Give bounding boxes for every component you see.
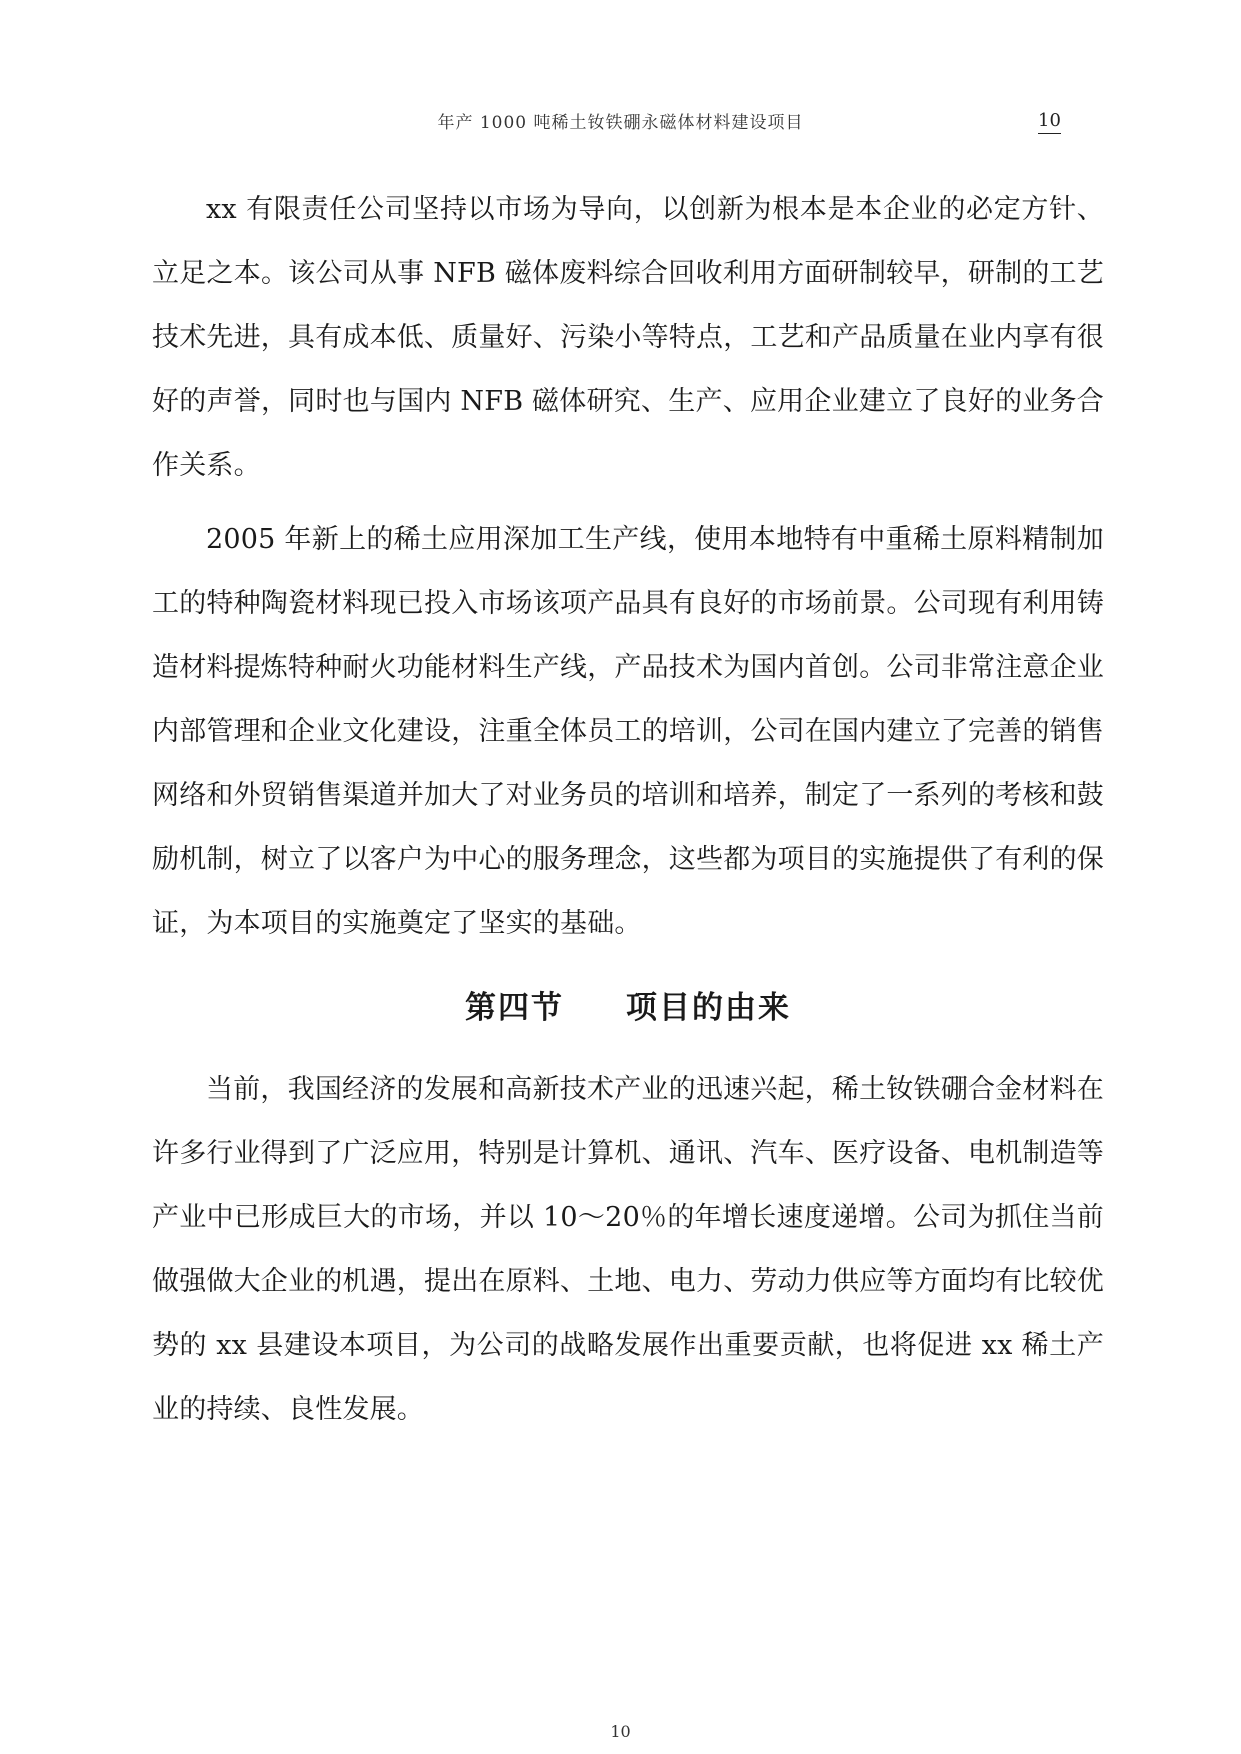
section-number: 第四节: [465, 990, 564, 1026]
header-page-number: 10: [1038, 110, 1061, 134]
body-paragraph: 当前，我国经济的发展和高新技术产业的迅速兴起，稀土钕铁硼合金材料在许多行业得到了广泛应用，特别是计算机、通讯、汽车、医疗设备、电机制造等产业中已形成巨大的市场，并以 10～20％的年增长速度递增。公司为抓住当前做强做大企业的机遇，提出在原料、土地、电力、劳动力供应等方面均有比较优势的 xx 县建设本项目，为公司的战略发展作出重要贡献，也将促进 xx 稀土产业的持续、良性发展。: [152, 1074, 1104, 1425]
document-body: [152, 178, 1104, 1442]
running-header-title: 年产 1000 吨稀土钕铁硼永磁体材料建设项目: [437, 113, 804, 133]
body-paragraph: xx 有限责任公司坚持以市场为导向，以创新为根本是本企业的必定方针、立足之本。该公司从事 NFB 磁体废料综合回收利用方面研制较早，研制的工艺技术先进，具有成本低、质量好、污染小等特点，工艺和产品质量在业内享有很好的声誉，同时也与国内 NFB 磁体研究、生产、应用企业建立了良好的业务合作关系。: [152, 194, 1104, 481]
section-heading: [152, 968, 1104, 1048]
footer-page-number: 10: [610, 1722, 631, 1741]
body-paragraph: 2005 年新上的稀土应用深加工生产线，使用本地特有中重稀土原料精制加工的特种陶瓷材料现已投入市场该项产品具有良好的市场前景。公司现有利用铸造材料提炼特种耐火功能材料生产线，产品技术为国内首创。公司非常注意企业内部管理和企业文化建设，注重全体员工的培训，公司在国内建立了完善的销售网络和外贸销售渠道并加大了对业务员的培训和培养，制定了一系列的考核和鼓励机制，树立了以客户为中心的服务理念，这些都为项目的实施提供了有利的保证，为本项目的实施奠定了坚实的基础。: [152, 524, 1104, 939]
section-title: 项目的由来: [626, 990, 791, 1026]
